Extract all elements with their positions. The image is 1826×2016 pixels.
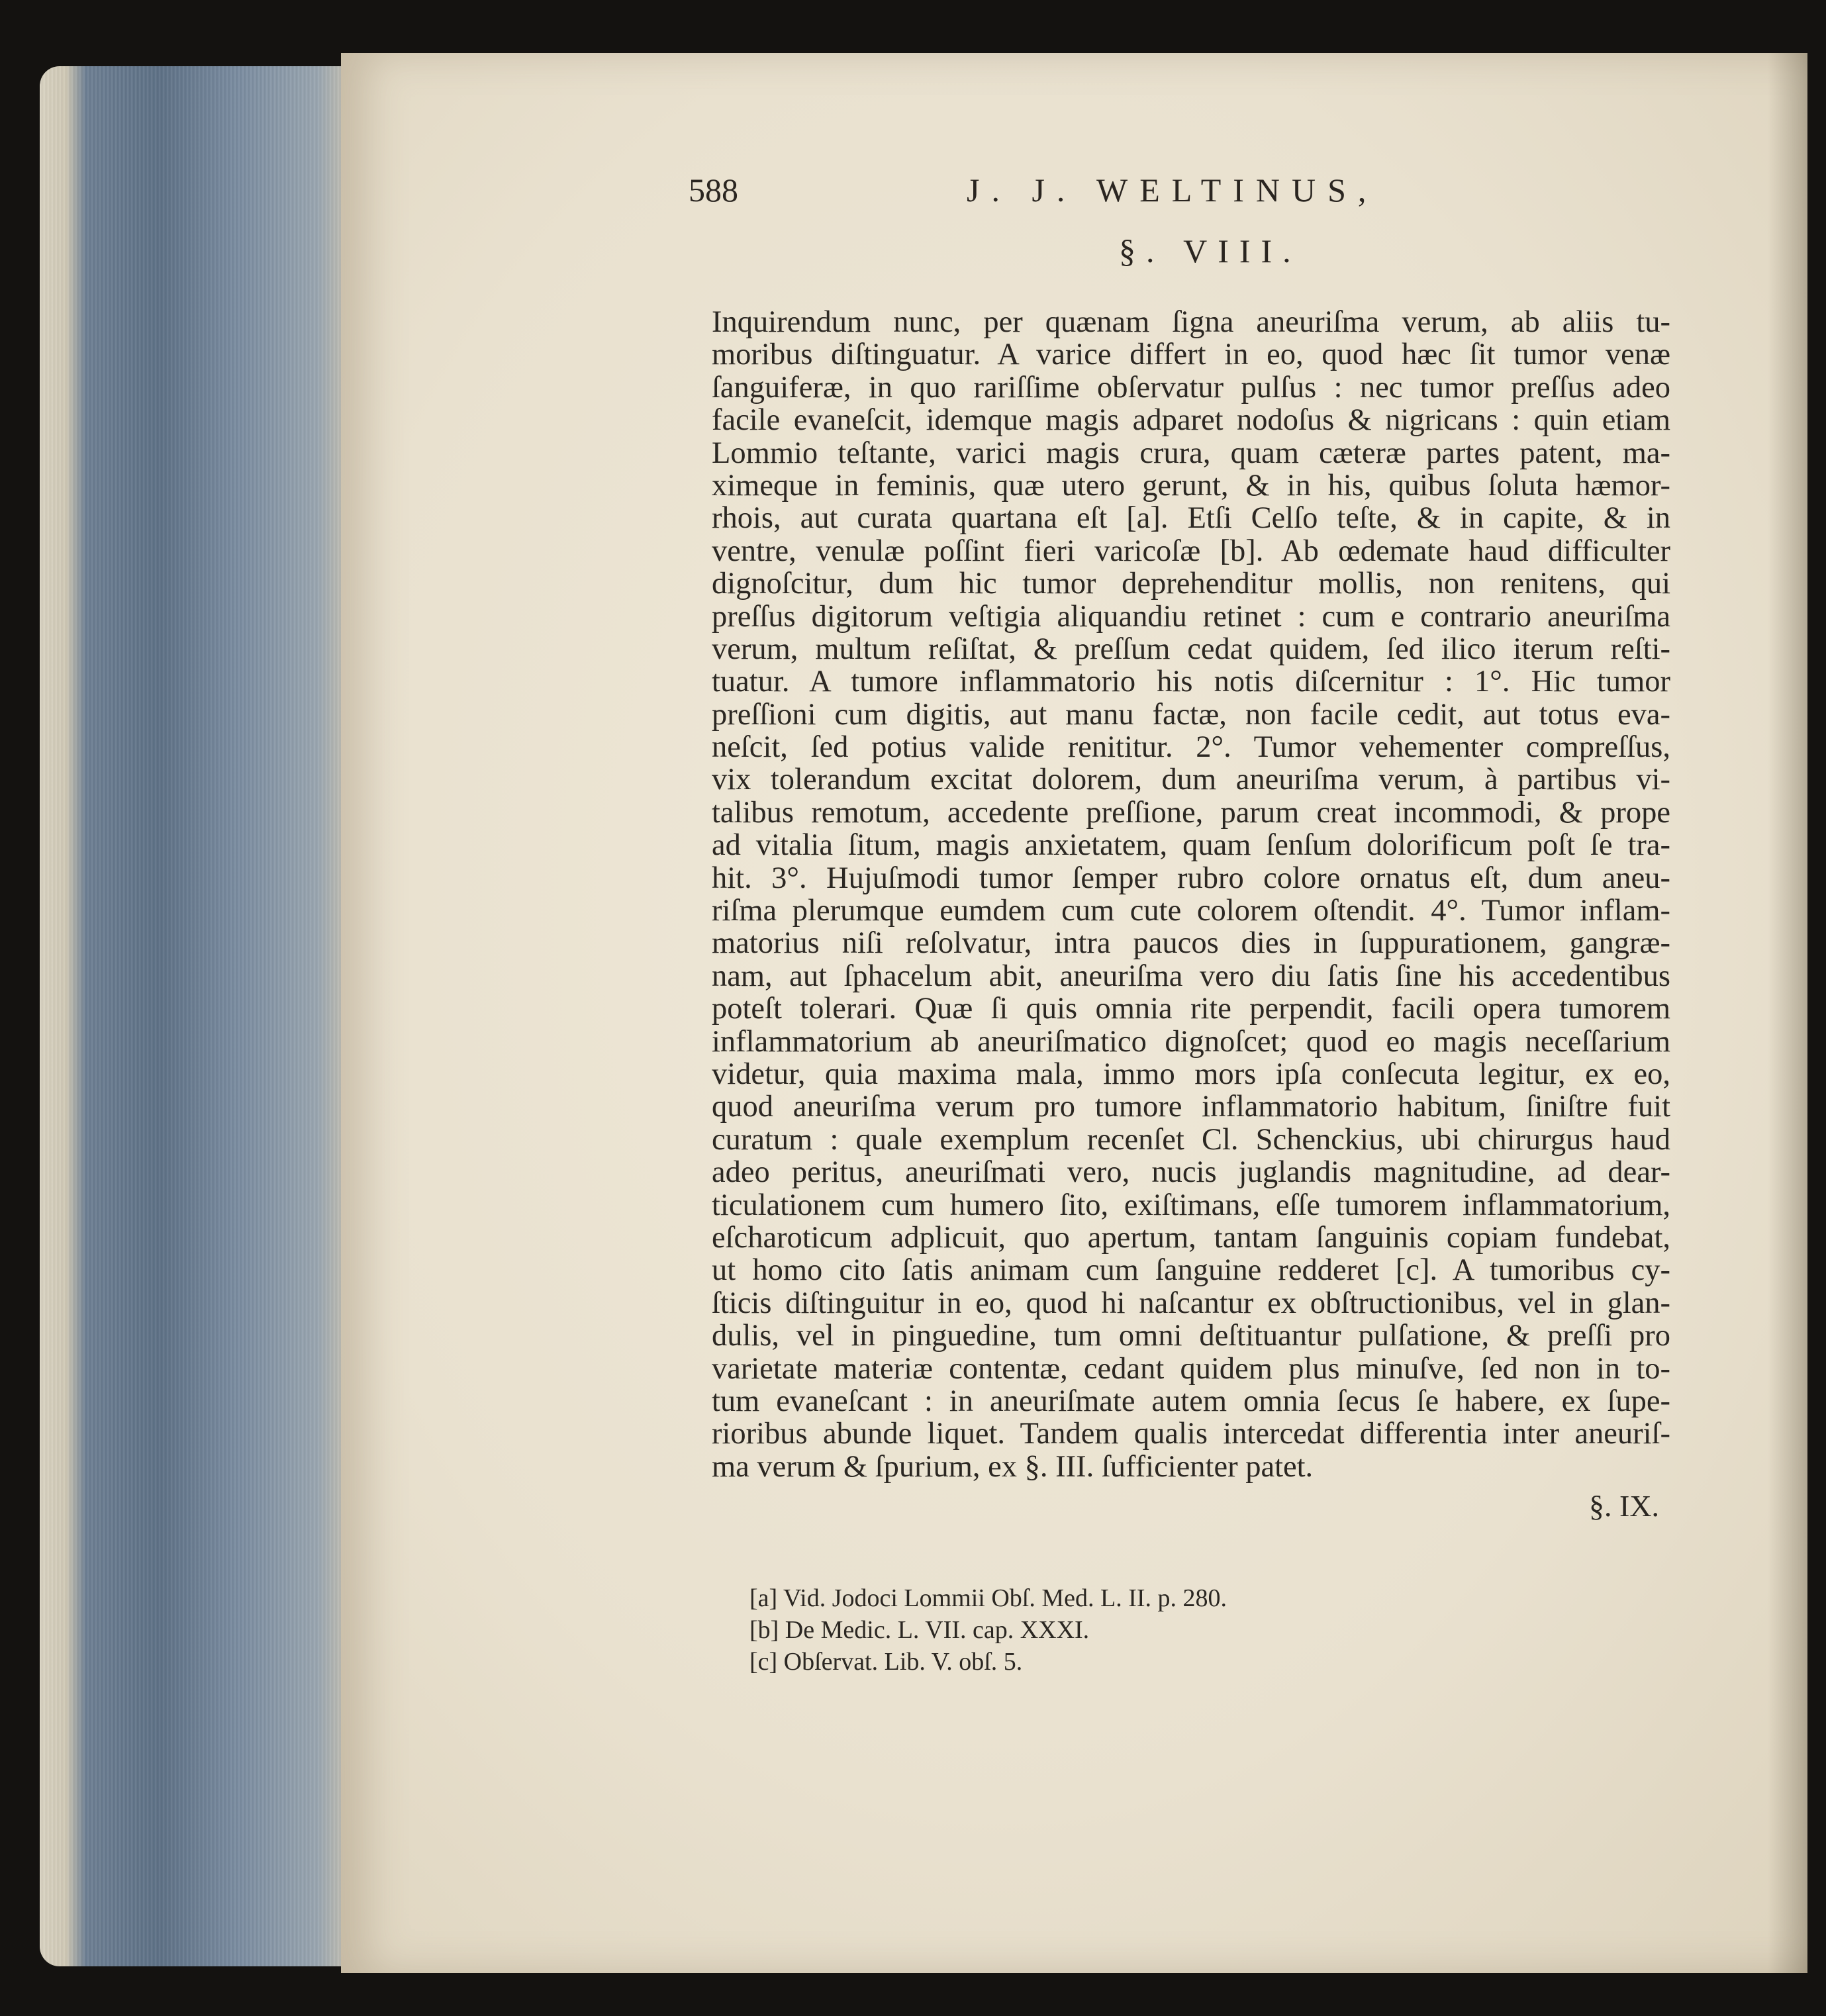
text-line: vix tolerandum excitat dolorem, dum aneuriſma verum, à partibus vi- xyxy=(712,763,1670,796)
text-line: curatum : quale exemplum recenſet Cl. Schenckius, ubi chirurgus haud xyxy=(712,1123,1670,1157)
text-line: adeo peritus, aneuriſmati vero, nucis juglandis magnitudine, ad dear- xyxy=(712,1156,1670,1189)
text-line: ticulationem cum humero ſito, exiſtimans, eſſe tumorem inflammatorium, xyxy=(712,1188,1670,1222)
text-line: ximeque in feminis, quæ utero gerunt, & in his, quibus ſoluta hæmor- xyxy=(712,469,1670,503)
text-line: preſſioni cum digitis, aut manu factæ, non facile cedit, aut totus eva- xyxy=(712,698,1670,732)
footnote: [a] Vid. Jodoci Lommii Obſ. Med. L. II. p. 280. xyxy=(749,1584,1227,1612)
text-line: Inquirendum nunc, per quænam ſigna aneuriſma verum, ab aliis tu- xyxy=(712,306,1670,339)
text-line: neſcit, ſed potius valide renititur. 2°. Tumor vehementer compreſſus, xyxy=(712,731,1670,764)
footnotes xyxy=(749,1582,1227,1678)
section-heading: §. VIII. xyxy=(1119,232,1302,269)
footnote: [b] De Medic. L. VII. cap. XXXI. xyxy=(749,1616,1090,1644)
text-line: ſanguiferæ, in quo rariſſime obſervatur pulſus : nec tumor preſſus adeo xyxy=(712,371,1670,405)
catchword: §. IX. xyxy=(1589,1489,1660,1523)
text-line: matorius niſi reſolvatur, intra paucos dies in ſuppurationem, gangræ- xyxy=(712,927,1670,960)
text-line: ventre, venulæ poſſint fieri varicoſæ [b]. Ab œdemate haud difficulter xyxy=(712,534,1670,568)
running-head-title: J. J. WELTINUS, xyxy=(967,171,1378,209)
text-line: facile evaneſcit, idemque magis adparet nodoſus & nigricans : quin etiam xyxy=(712,404,1670,437)
text-line: rhois, aut curata quartana eſt [a]. Etſi Celſo teſte, & in capite, & in xyxy=(712,502,1670,535)
text-line: dignoſcitur, dum hic tumor deprehenditur mollis, non renitens, qui xyxy=(712,567,1670,600)
footnote: [c] Obſervat. Lib. V. obſ. 5. xyxy=(749,1648,1023,1676)
page-gutter-shadow xyxy=(1768,53,1807,1973)
text-line: tuatur. A tumore inflammatorio his notis diſcernitur : 1°. Hic tumor xyxy=(712,665,1670,698)
running-head xyxy=(689,171,1721,211)
text-line: rioribus abunde liquet. Tandem qualis intercedat differentia inter aneuriſ- xyxy=(712,1417,1670,1451)
text-line: eſcharoticum adplicuit, quo apertum, tantam ſanguinis copiam fundebat, xyxy=(712,1221,1670,1255)
text-line: Lommio teſtante, varici magis crura, quam cæteræ partes patent, ma- xyxy=(712,436,1670,469)
text-line: preſſus digitorum veſtigia aliquandiu retinet : cum e contrario aneuriſma xyxy=(712,600,1670,633)
text-line: ſticis diſtinguitur in eo, quod hi naſcantur ex obſtructionibus, vel in glan- xyxy=(712,1286,1670,1320)
text-line: moribus diſtinguatur. A varice differt in eo, quod hæc ſit tumor venæ xyxy=(712,338,1670,371)
book-fore-edge xyxy=(40,66,351,1966)
text-line: tum evaneſcant : in aneuriſmate autem omnia ſecus ſe habere, ex ſupe- xyxy=(712,1384,1670,1418)
text-line: ma verum & ſpurium, ex §. III. ſufficienter patet. xyxy=(712,1450,1314,1484)
text-line: poteſt tolerari. Quæ ſi quis omnia rite perpendit, facili opera tumorem xyxy=(712,992,1670,1026)
text-line: inflammatorium ab aneuriſmatico dignoſcet; quod eo magis neceſſarium xyxy=(712,1025,1670,1058)
text-line: talibus remotum, accedente preſſione, parum creat incommodi, & prope xyxy=(712,796,1670,830)
text-line: videtur, quia maxima mala, immo mors ipſa conſecuta legitur, ex eo, xyxy=(712,1057,1670,1091)
text-line: verum, multum reſiſtat, & preſſum cedat quidem, ſed ilico iterum reſti- xyxy=(712,632,1670,666)
text-line: varietate materiæ contentæ, cedant quidem plus minuſve, ſed non in to- xyxy=(712,1352,1670,1385)
text-line: ad vitalia ſitum, magis anxietatem, quam ſenſum dolorificum poſt ſe tra- xyxy=(712,829,1670,862)
text-line: hit. 3°. Hujuſmodi tumor ſemper rubro colore ornatus eſt, dum aneu- xyxy=(712,861,1670,895)
text-line: riſma plerumque eumdem cum cute colorem oſtendit. 4°. Tumor inflam- xyxy=(712,894,1670,928)
text-line: quod aneuriſma verum pro tumore inflammatorio habitum, ſiniſtre fuit xyxy=(712,1090,1670,1124)
text-line: ut homo cito ſatis animam cum ſanguine redderet [c]. A tumoribus cy- xyxy=(712,1254,1670,1287)
text-line: dulis, vel in pinguedine, tum omni deſtituantur pulſatione, & preſſi pro xyxy=(712,1320,1670,1353)
body-text xyxy=(712,306,1670,1483)
page-number: 588 xyxy=(689,171,738,209)
text-line: nam, aut ſphacelum abit, aneuriſma vero diu ſatis ſine his accedentibus xyxy=(712,959,1670,993)
